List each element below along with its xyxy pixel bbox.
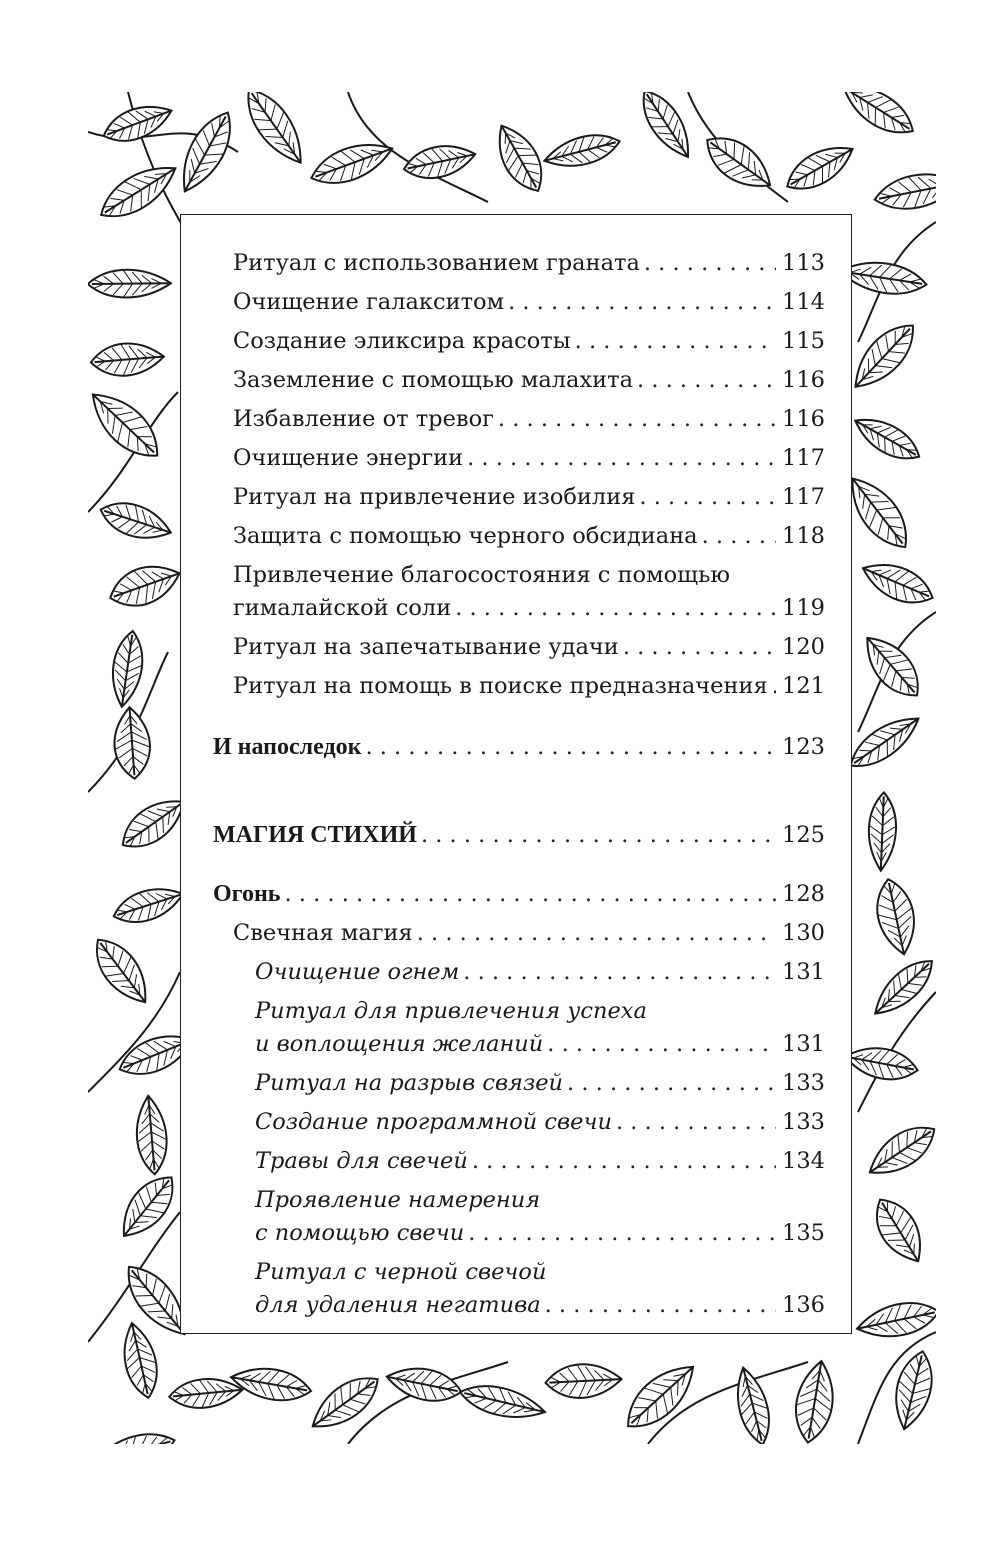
toc-entry-title: для удаления негатива [255, 1292, 541, 1318]
dot-leader [639, 479, 776, 515]
toc-entry-title: Ритуал на разрыв связей [255, 1070, 564, 1096]
toc-page-number: 128 [782, 881, 825, 907]
toc-entry-title: Очищение галакситом [233, 289, 505, 315]
toc-page-number: 123 [782, 734, 825, 760]
toc-entry-title: Проявление намерения [255, 1187, 541, 1213]
dot-leader [365, 729, 776, 765]
dot-leader [467, 440, 776, 476]
toc-entry-title: Заземление с помощью малахита [233, 367, 634, 393]
toc-entry-title: Очищение огнем [255, 959, 460, 985]
toc-page-number: 133 [782, 1070, 825, 1096]
dot-leader [567, 1065, 776, 1101]
toc-page-number: 119 [782, 595, 825, 621]
toc-page-number: 130 [782, 920, 825, 946]
toc-page-number: 134 [782, 1148, 825, 1174]
toc-entry-title: МАГИЯ СТИХИЙ [213, 822, 417, 848]
toc-page-number: 136 [782, 1292, 825, 1318]
dot-leader [616, 1104, 776, 1140]
dot-leader [463, 954, 776, 990]
toc-entry-title: Ритуал на запечатывание удачи [233, 634, 619, 660]
toc-page-number: 118 [782, 523, 825, 549]
toc-entry-title: Защита с помощью черного обсидиана [233, 523, 698, 549]
toc-page-number: 133 [782, 1109, 825, 1135]
toc-entry-title: И напоследок [213, 734, 362, 760]
toc-page-number: 116 [782, 367, 825, 393]
dot-leader [637, 362, 776, 398]
toc-entry-title: Создание программной свечи [255, 1109, 612, 1135]
toc-page-number: 125 [782, 822, 825, 848]
toc-entry-title: Ритуал для привлечения успеха [255, 998, 647, 1024]
dot-leader [547, 1026, 776, 1062]
toc-entry-title: Ритуал с черной свечой [255, 1259, 547, 1285]
dot-leader [702, 518, 776, 554]
toc-page-number: 115 [782, 328, 825, 354]
toc-page-number: 113 [782, 250, 825, 276]
toc-page-number: 114 [782, 289, 825, 315]
toc-page-number: 120 [782, 634, 825, 660]
toc-page-number: 135 [782, 1220, 825, 1246]
toc-entry-title: гималайской соли [233, 595, 452, 621]
dot-leader [468, 1215, 776, 1251]
toc-entry-title: и воплощения желаний [255, 1031, 544, 1057]
toc-entry-title: Избавление от тревог [233, 406, 494, 432]
toc-entry-title: Ритуал на помощь в поиске предназначения [233, 673, 768, 699]
dot-leader [455, 590, 776, 626]
toc-entry-title: Ритуал с использованием граната [233, 250, 640, 276]
toc-page-number: 131 [782, 1031, 825, 1057]
toc-entry-title: Травы для свечей [255, 1148, 468, 1174]
toc-entry-title: Свечная магия [233, 920, 413, 946]
dot-leader [498, 401, 776, 437]
dot-leader [508, 284, 776, 320]
dot-leader [575, 323, 776, 359]
dot-leader [623, 629, 776, 665]
toc-entry-title: Ритуал на привлечение изобилия [233, 484, 636, 510]
dot-leader [644, 245, 776, 281]
toc-entry-title: Очищение энергии [233, 445, 464, 471]
toc-page-number: 121 [782, 673, 825, 699]
toc-entry-title: Создание эликсира красоты [233, 328, 571, 354]
dot-leader [772, 668, 776, 704]
dot-leader [285, 876, 777, 912]
dot-leader [545, 1287, 776, 1323]
toc-entry-title: Привлечение благосостояния с помощью [233, 562, 730, 588]
dot-leader [421, 817, 776, 853]
toc-page-number: 117 [782, 484, 825, 510]
dot-leader [417, 915, 776, 951]
toc-entry-title: с помощью свечи [255, 1220, 465, 1246]
toc-page-number: 116 [782, 406, 825, 432]
toc-entry-title: Огонь [213, 881, 281, 907]
dot-leader [472, 1143, 776, 1179]
table-of-contents-panel [180, 214, 852, 1334]
toc-page-number: 117 [782, 445, 825, 471]
toc-page-number: 131 [782, 959, 825, 985]
